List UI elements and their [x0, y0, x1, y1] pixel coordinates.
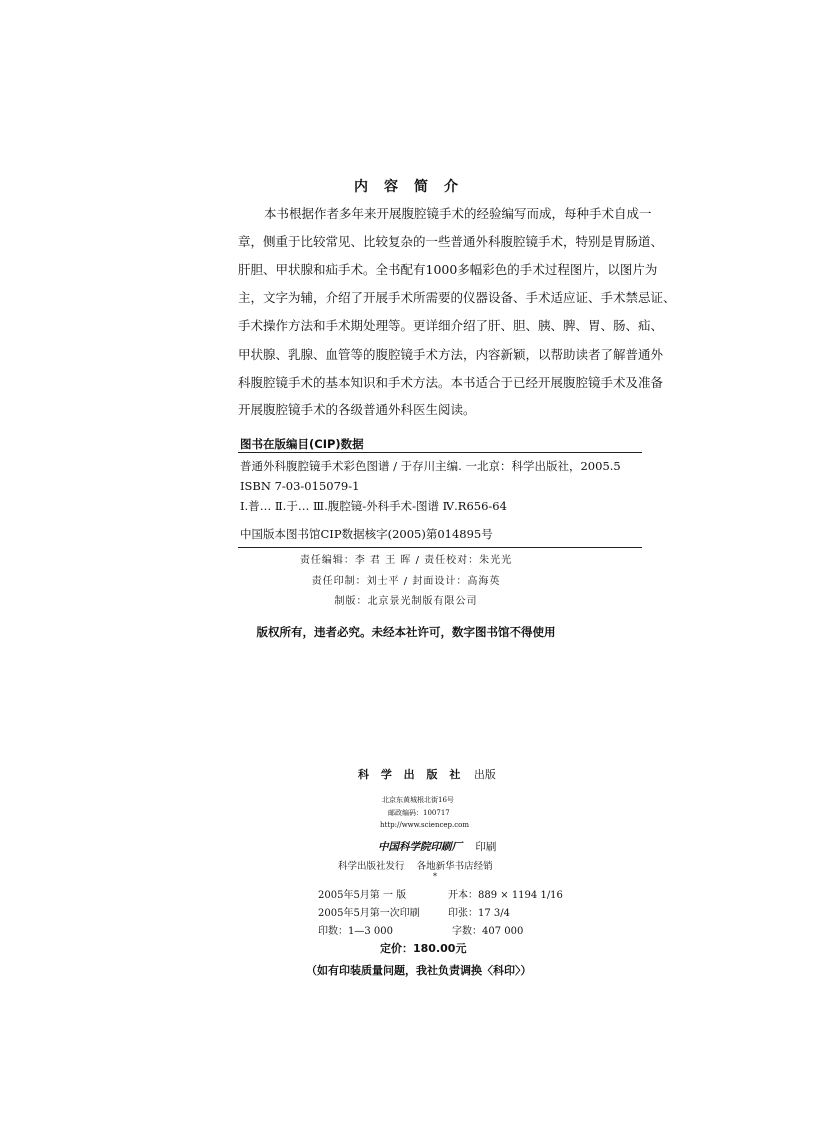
- word-count-info: 字数：407 000: [452, 926, 524, 937]
- separator: *: [433, 872, 437, 881]
- summary-line: 肝胆、甲状腺和疝手术。全书配有1000多幅彩色的手术过程图片，以图片为: [238, 262, 658, 277]
- publisher-address: 北京东黄城根北街16号: [382, 796, 454, 804]
- printer-line: [378, 839, 496, 854]
- printer-action: 印刷: [475, 841, 497, 853]
- publisher-postcode: 邮政编码：100717: [388, 809, 450, 817]
- divider: [238, 547, 642, 548]
- summary-line: 开展腹腔镜手术的各级普通外科医生阅读。: [238, 402, 476, 417]
- cip-heading: 图书在版编目(CIP)数据: [240, 437, 364, 451]
- edition-info: 2005年5月第 一 版: [318, 890, 407, 901]
- summary-line: 主，文字为辅，介绍了开展手术所需要的仪器设备、手术适应证、手术禁忌证、: [238, 290, 676, 305]
- staff-plate: 制版：北京景光制版有限公司: [334, 596, 478, 607]
- publisher-action: 出版: [473, 768, 496, 781]
- cip-record: 普通外科腹腔镜手术彩色图谱 / 于存川主编. 一北京：科学出版社，2005.5: [240, 459, 621, 473]
- cip-isbn: ISBN 7-03-015079-1: [240, 479, 360, 493]
- summary-line: 手术操作方法和手术期处理等。更详细介绍了肝、胆、胰、脾、胃、肠、疝、: [238, 318, 664, 333]
- staff-printing-design: 责任印制：刘士平 / 封面设计：高海英: [311, 576, 501, 587]
- summary-line: 本书根据作者多年来开展腹腔镜手术的经验编写而成，每种手术自成一: [264, 206, 652, 221]
- printing-info: 2005年5月第一次印刷: [318, 908, 420, 919]
- price: 定价：180.00元: [380, 942, 467, 955]
- print-run-info: 印数：1—3 000: [318, 926, 393, 937]
- copyright-notice: 版权所有，违者必究。未经本社许可，数字图书馆不得使用: [256, 625, 556, 639]
- cip-number: 中国版本图书馆CIP数据核字(2005)第014895号: [240, 527, 493, 541]
- printer-name: 中国科学院印刷厂: [378, 841, 462, 853]
- summary-line: 章，侧重于比较常见、比较复杂的一些普通外科腹腔镜手术，特别是胃肠道、: [238, 234, 664, 249]
- quality-note: （如有印装质量问题，我社负责调换〈科印〉）: [306, 964, 532, 977]
- divider: [238, 452, 642, 453]
- publisher-name: 科 学 出 版 社: [358, 768, 465, 781]
- summary-line: 科腹腔镜手术的基本知识和手术方法。本书适合于已经开展腹腔镜手术及准备: [238, 375, 664, 390]
- sheets-info: 印张：17 3/4: [448, 908, 510, 919]
- summary-title: 内容简介: [354, 179, 474, 195]
- summary-line: 甲状腺、乳腺、血管等的腹腔镜手术方法，内容新颖，以帮助读者了解普通外: [238, 347, 664, 362]
- format-info: 开本：889 × 1194 1/16: [448, 890, 563, 901]
- cip-subjects: Ⅰ.普… Ⅱ.于… Ⅲ.腹腔镜-外科手术-图谱 Ⅳ.R656-64: [240, 499, 507, 513]
- publisher-website: http://www.sciencep.com: [380, 821, 470, 829]
- staff-editors: 责任编辑：李 君 王 晖 / 责任校对：朱光光: [299, 555, 513, 566]
- distribution: 科学出版社发行 各地新华书店经销: [338, 861, 493, 872]
- publisher-line: [358, 766, 496, 782]
